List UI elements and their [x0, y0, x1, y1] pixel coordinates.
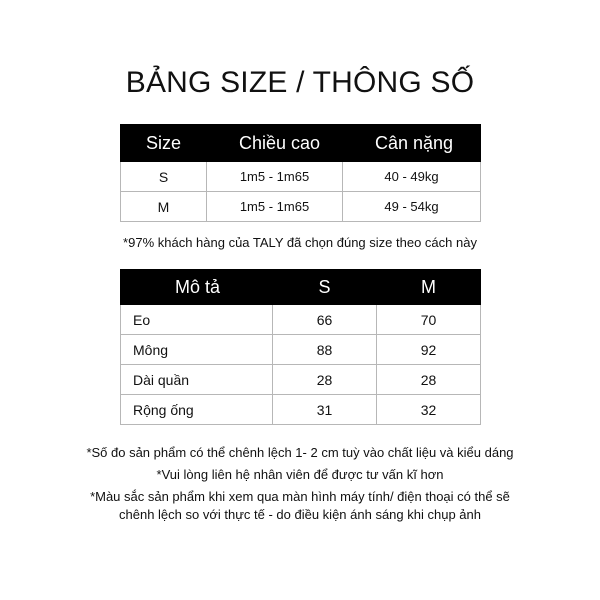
cell-value-m: 92 — [377, 335, 481, 365]
fit-note: *97% khách hàng của TALY đã chọn đúng size theo cách này — [123, 235, 477, 250]
cell-weight: 49 - 54kg — [343, 192, 481, 222]
measurement-table — [120, 269, 481, 425]
cell-value-s: 28 — [273, 365, 377, 395]
cell-size: S — [121, 162, 207, 192]
size-table — [120, 124, 481, 222]
table-row — [121, 305, 481, 335]
cell-description: Eo — [121, 305, 273, 335]
header-size-m: M — [377, 270, 481, 305]
header-weight: Cân nặng — [343, 125, 481, 162]
table-row — [121, 365, 481, 395]
table-row — [121, 395, 481, 425]
cell-size: M — [121, 192, 207, 222]
cell-value-s: 88 — [273, 335, 377, 365]
note-color-variance-line2: chênh lệch so với thực tế - do điều kiện ánh sáng khi chụp ảnh — [119, 507, 481, 522]
note-contact-staff: *Vui lòng liên hệ nhân viên để được tư vấn kĩ hơn — [156, 467, 444, 482]
cell-value-m: 32 — [377, 395, 481, 425]
cell-height: 1m5 - 1m65 — [207, 162, 343, 192]
measurement-table-header-row — [121, 270, 481, 305]
cell-description: Dài quần — [121, 365, 273, 395]
cell-height: 1m5 - 1m65 — [207, 192, 343, 222]
header-height: Chiều cao — [207, 125, 343, 162]
page-title: BẢNG SIZE / THÔNG SỐ — [125, 66, 475, 99]
note-measurement-variance: *Số đo sản phẩm có thể chênh lệch 1- 2 cm tuỳ vào chất liệu và kiểu dáng — [86, 445, 514, 460]
header-size-s: S — [273, 270, 377, 305]
cell-value-m: 70 — [377, 305, 481, 335]
cell-description: Mông — [121, 335, 273, 365]
cell-value-s: 66 — [273, 305, 377, 335]
cell-value-s: 31 — [273, 395, 377, 425]
size-table-header-row — [121, 125, 481, 162]
table-row — [121, 192, 481, 222]
header-description: Mô tả — [121, 270, 273, 305]
table-row — [121, 162, 481, 192]
header-size: Size — [121, 125, 207, 162]
note-color-variance-line1: *Màu sắc sản phẩm khi xem qua màn hình máy tính/ điện thoại có thể sẽ — [90, 489, 510, 504]
notes-section — [0, 444, 600, 528]
cell-value-m: 28 — [377, 365, 481, 395]
cell-weight: 40 - 49kg — [343, 162, 481, 192]
table-row — [121, 335, 481, 365]
cell-description: Rộng ống — [121, 395, 273, 425]
